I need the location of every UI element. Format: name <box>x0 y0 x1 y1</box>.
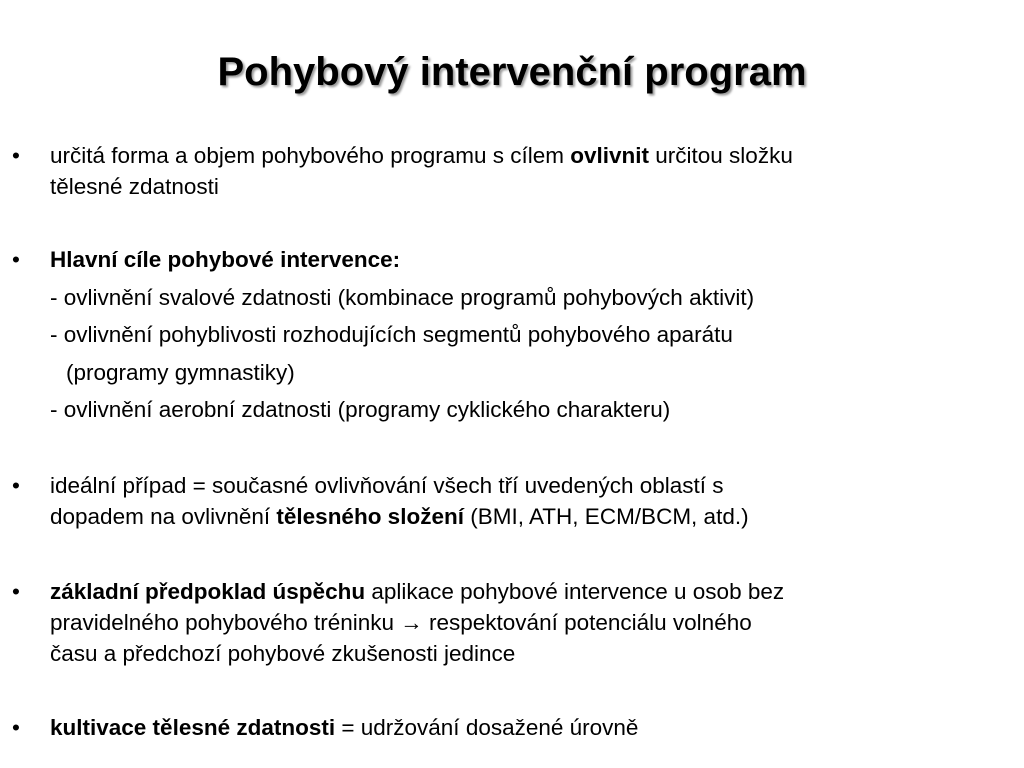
bullet-text <box>50 244 1000 275</box>
bullet-text <box>50 712 1000 743</box>
bullet-icon: • <box>12 579 20 604</box>
bullet-text <box>50 576 1000 669</box>
bullet-text-segment: dopadem na ovlivnění <box>50 504 277 529</box>
sub-item: - ovlivnění pohyblivosti rozhodujících segmentů pohybového aparátu <box>50 322 733 347</box>
bullet-bold-text: základní předpoklad úspěchu <box>50 579 366 604</box>
bullet-icon: • <box>12 715 20 740</box>
bullet-text-line: tělesné zdatnosti <box>50 174 219 199</box>
bullet-bold-text: ovlivnit <box>570 143 650 168</box>
sub-item-continuation: (programy gymnastiky) <box>66 360 295 385</box>
sub-item: - ovlivnění svalové zdatnosti (kombinace programů pohybových aktivit) <box>50 285 755 310</box>
bullet-heading: Hlavní cíle pohybové intervence: <box>50 247 401 272</box>
sub-item: - ovlivnění aerobní zdatnosti (programy cyklického charakteru) <box>50 397 671 422</box>
bullet-bold-text: tělesného složení <box>276 504 464 529</box>
bullet-text-segment: určitá forma a objem pohybového programu s cílem <box>50 143 571 168</box>
bullet-text-segment: určitou složku <box>649 143 793 168</box>
bullet-text <box>50 470 1000 532</box>
bullet-text-segment: (BMI, ATH, ECM/BCM, atd.) <box>463 504 749 529</box>
bullet-text-line: pravidelného pohybového tréninku → respektování potenciálu volného <box>50 610 752 635</box>
bullet-icon: • <box>12 473 20 498</box>
bullet-text-segment: aplikace pohybové intervence u osob bez <box>365 579 785 604</box>
bullet-text <box>50 140 1000 202</box>
bullet-text-segment: = udržování dosažené úrovně <box>335 715 639 740</box>
slide-title: Pohybový intervenční program <box>217 50 807 94</box>
bullet-icon: • <box>12 247 20 272</box>
bullet-icon: • <box>12 143 20 168</box>
bullet-bold-text: kultivace tělesné zdatnosti <box>50 715 336 740</box>
bullet-text-line: času a předchozí pohybové zkušenosti jedince <box>50 641 516 666</box>
bullet-text-line: ideální případ = současné ovlivňování všech tří uvedených oblastí s <box>50 473 724 498</box>
